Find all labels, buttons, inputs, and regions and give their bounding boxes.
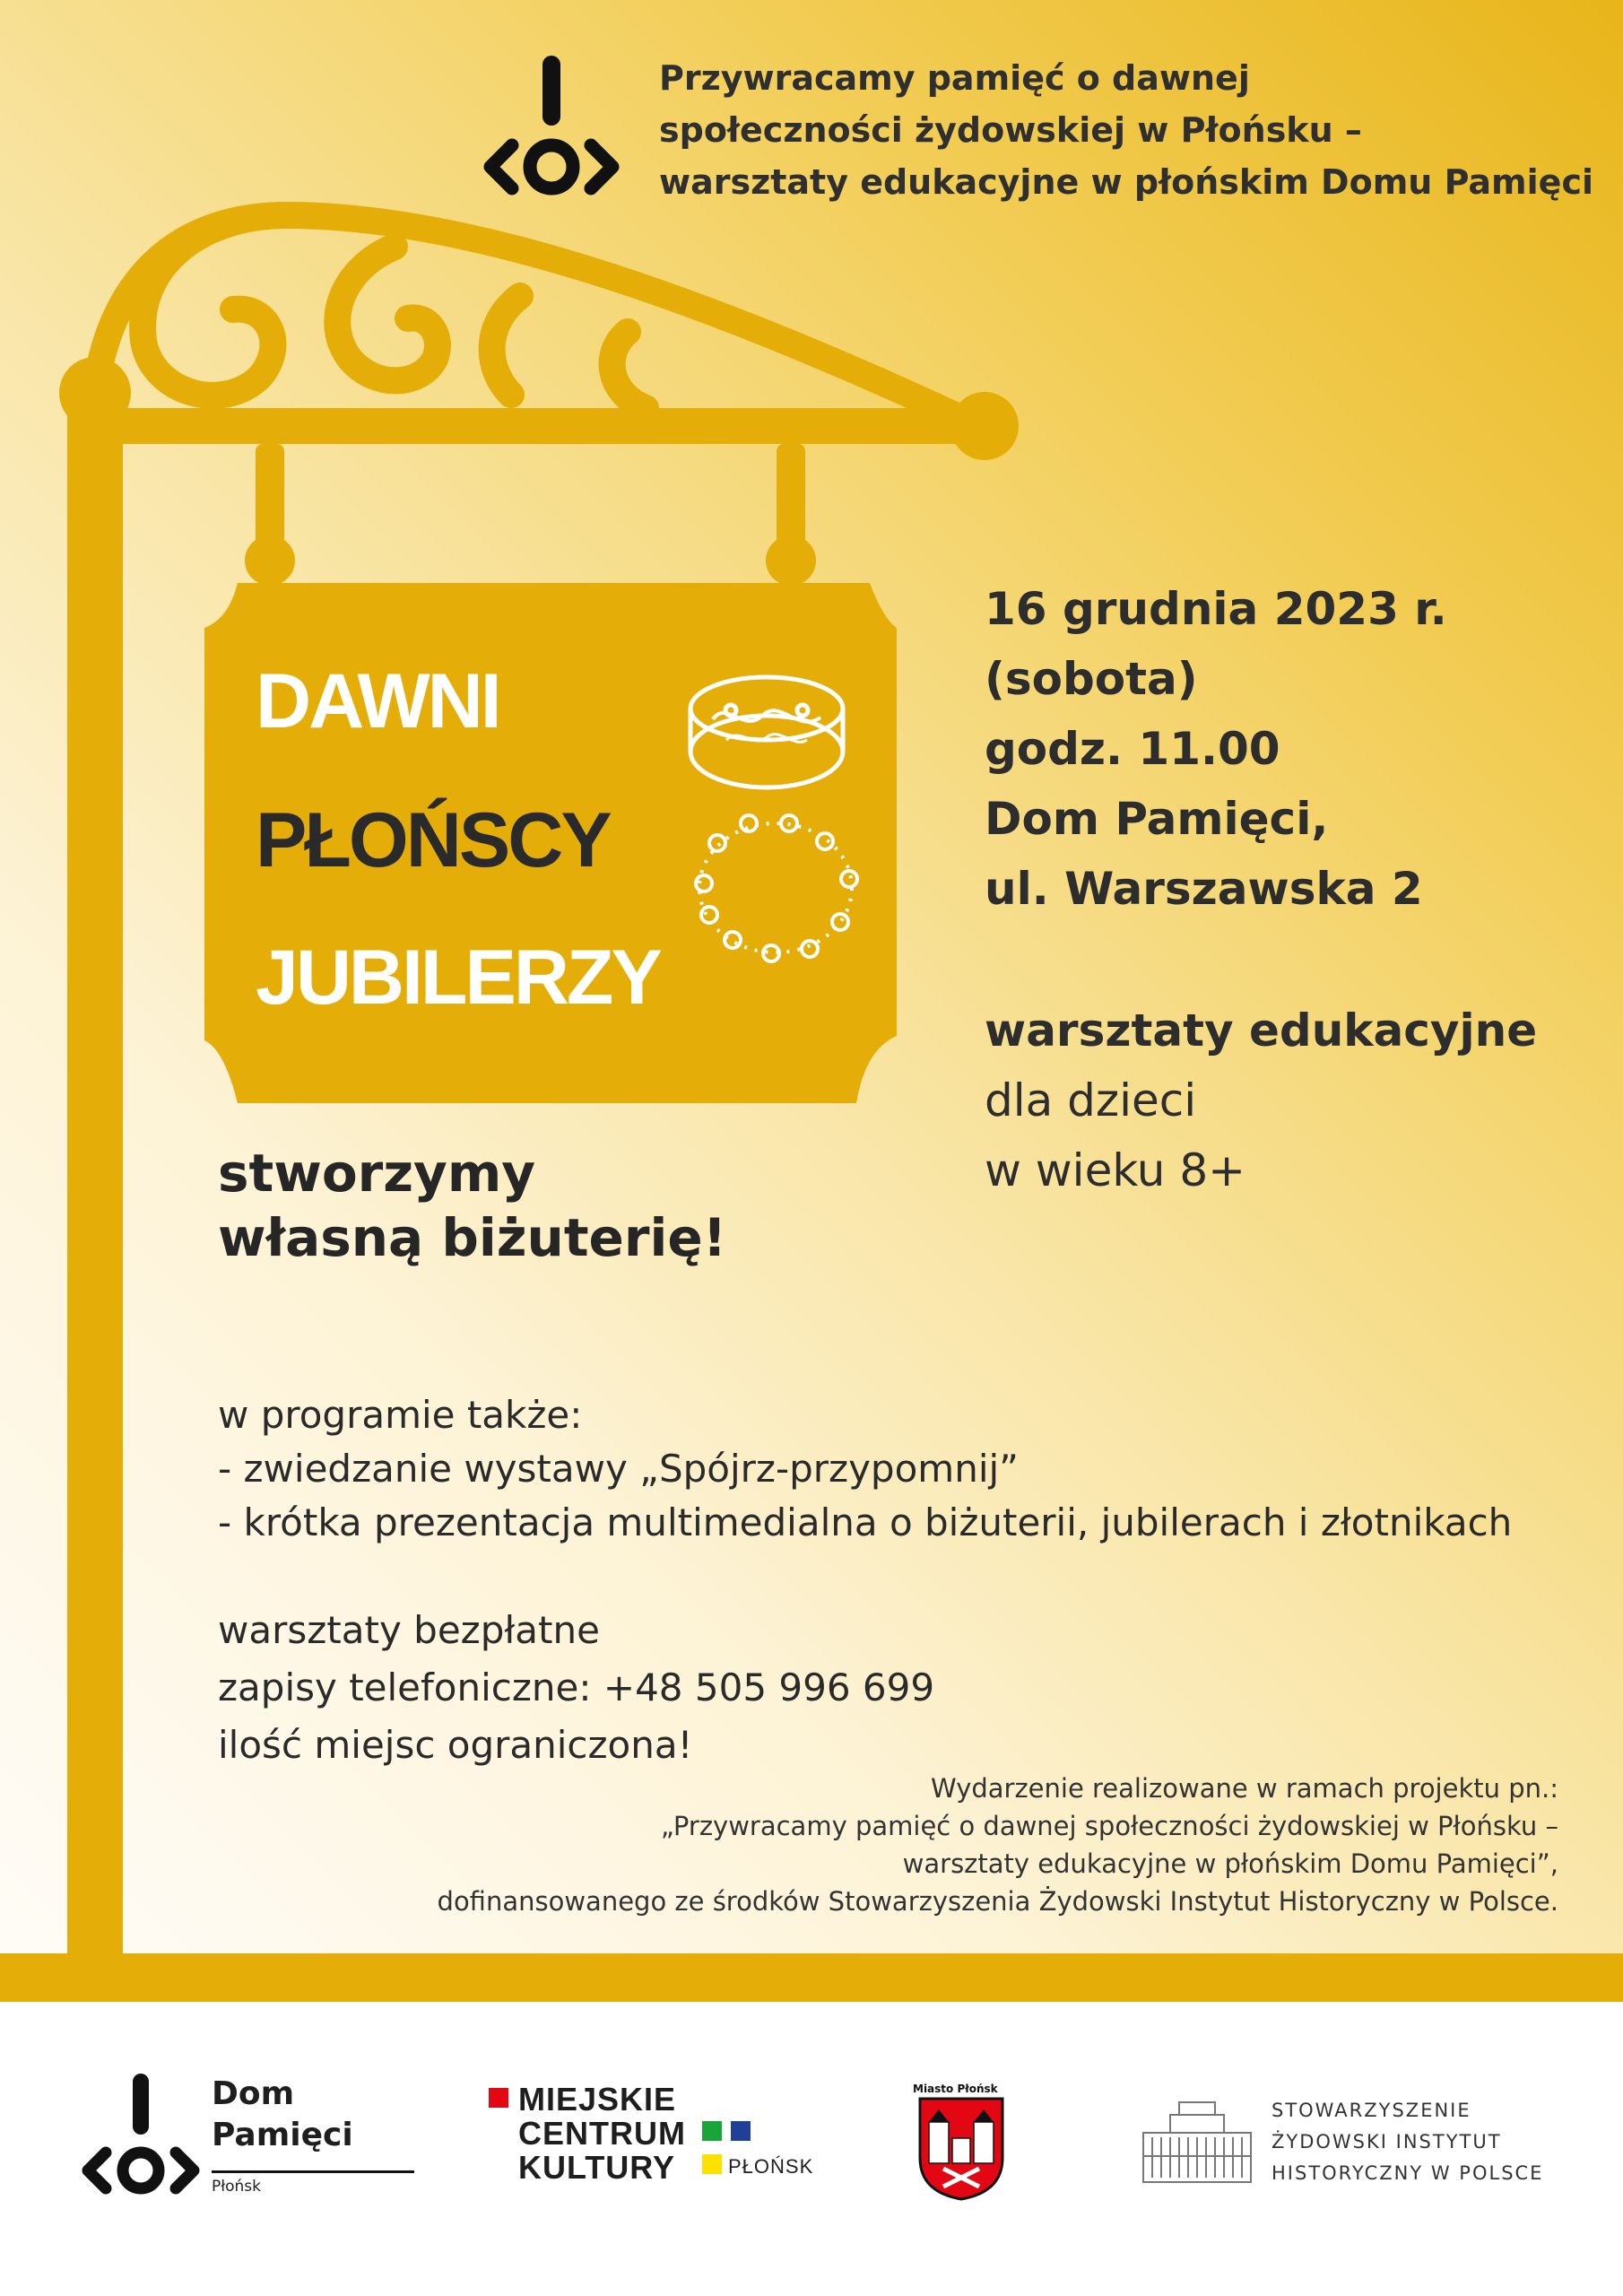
event-weekday: (sobota) [985, 653, 1198, 705]
header-project-title [659, 52, 1593, 208]
dom-pamieci-logo-icon [480, 56, 623, 204]
contact-phone: zapisy telefoniczne: +48 505 996 699 [218, 1665, 935, 1709]
bracelet-icon [686, 807, 865, 969]
mck-yellow-square [702, 2154, 722, 2174]
credits-line: warsztaty edukacyjne w płońskim Domu Pamięci”, [902, 1848, 1558, 1879]
audience-line: w wieku 8+ [985, 1144, 1246, 1196]
dom-pamieci-footer-text [212, 2074, 353, 2156]
audience-line: warsztaty edukacyjne [985, 1004, 1538, 1057]
dp-sub: Płońsk [212, 2178, 261, 2196]
zih-line1: STOWARZYSZENIE [1271, 2100, 1471, 2121]
mck-logo-text [518, 2083, 686, 2185]
dom-pamieci-footer-logo-icon [79, 2074, 204, 2201]
header-line: warsztaty edukacyjne w płońskim Domu Pamięci [659, 162, 1593, 202]
event-address: ul. Warszawska 2 [985, 863, 1423, 915]
mck-line1: MIEJSKIE [518, 2081, 677, 2118]
program-list [218, 1388, 1512, 1550]
zih-logo-text [1271, 2095, 1543, 2189]
crest-icon [916, 2095, 1006, 2203]
mck-blue-square [731, 2121, 751, 2141]
post-vertical [67, 404, 123, 1982]
header-line: Przywracamy pamięć o dawnej [659, 58, 1250, 98]
program-line: - zwiedzanie wystawy „Spójrz-przypomnij” [218, 1447, 1019, 1491]
tagline-line: własną biżuterię! [218, 1207, 727, 1268]
program-line: w programie także: [218, 1393, 583, 1437]
contact-info [218, 1602, 934, 1774]
event-details [985, 574, 1447, 924]
credits-line: Wydarzenie realizowane w ramach projektu pn.: [931, 1773, 1558, 1804]
mck-red-square [489, 2088, 508, 2108]
dp-underline [212, 2170, 414, 2173]
mck-line2: CENTRUM [518, 2115, 686, 2152]
mck-line3: KULTURY [518, 2149, 675, 2186]
ground-bar [0, 1953, 1623, 2009]
dp-line1: Dom [212, 2075, 295, 2112]
crest-label: Miasto Płońsk [913, 2083, 998, 2095]
zih-line3: HISTORYCZNY W POLSCE [1271, 2162, 1544, 2184]
building-icon [1139, 2097, 1255, 2187]
credits-line: „Przywracamy pamięć o dawnej społeczności żydowskiej w Płońsku – [660, 1811, 1558, 1841]
dp-line2: Pamięci [212, 2117, 353, 2153]
scroll-curl-4 [612, 332, 646, 408]
tagline [218, 1141, 726, 1270]
mck-green-square [702, 2121, 722, 2141]
event-time: godz. 11.00 [985, 723, 1280, 775]
scroll-curl-2 [337, 247, 438, 380]
event-venue: Dom Pamięci, [985, 793, 1329, 845]
sign-title-line-2: PŁOŃSCY [256, 797, 610, 883]
sign-title-line-1: DAWNI [256, 658, 499, 744]
header-line: społeczności żydowskiej w Płońsku – [659, 110, 1362, 150]
event-date: 16 grudnia 2023 r. [985, 583, 1447, 635]
funding-credits [438, 1770, 1558, 1920]
scroll-curl-3 [492, 296, 520, 395]
ring-icon [677, 655, 856, 807]
bracket-arm [103, 408, 1000, 444]
contact-line: ilość miejsc ograniczona! [218, 1723, 693, 1767]
tagline-line: stworzymy [218, 1143, 536, 1204]
audience-line: dla dzieci [985, 1074, 1197, 1126]
event-audience [985, 996, 1537, 1205]
mck-sub: PŁOŃSK [728, 2155, 814, 2178]
credits-line: dofinansowanego ze środków Stowarzyszenia Żydowski Instytut Historyczny w Polsce. [437, 1886, 1558, 1917]
program-line: - krótka prezentacja multimedialna o biżuterii, jubilerach i złotnikach [218, 1500, 1513, 1544]
contact-line: warsztaty bezpłatne [218, 1608, 600, 1652]
sign-title-line-3: JUBILERZY [256, 935, 660, 1021]
zih-line2: ŻYDOWSKI INSTYTUT [1271, 2131, 1502, 2152]
